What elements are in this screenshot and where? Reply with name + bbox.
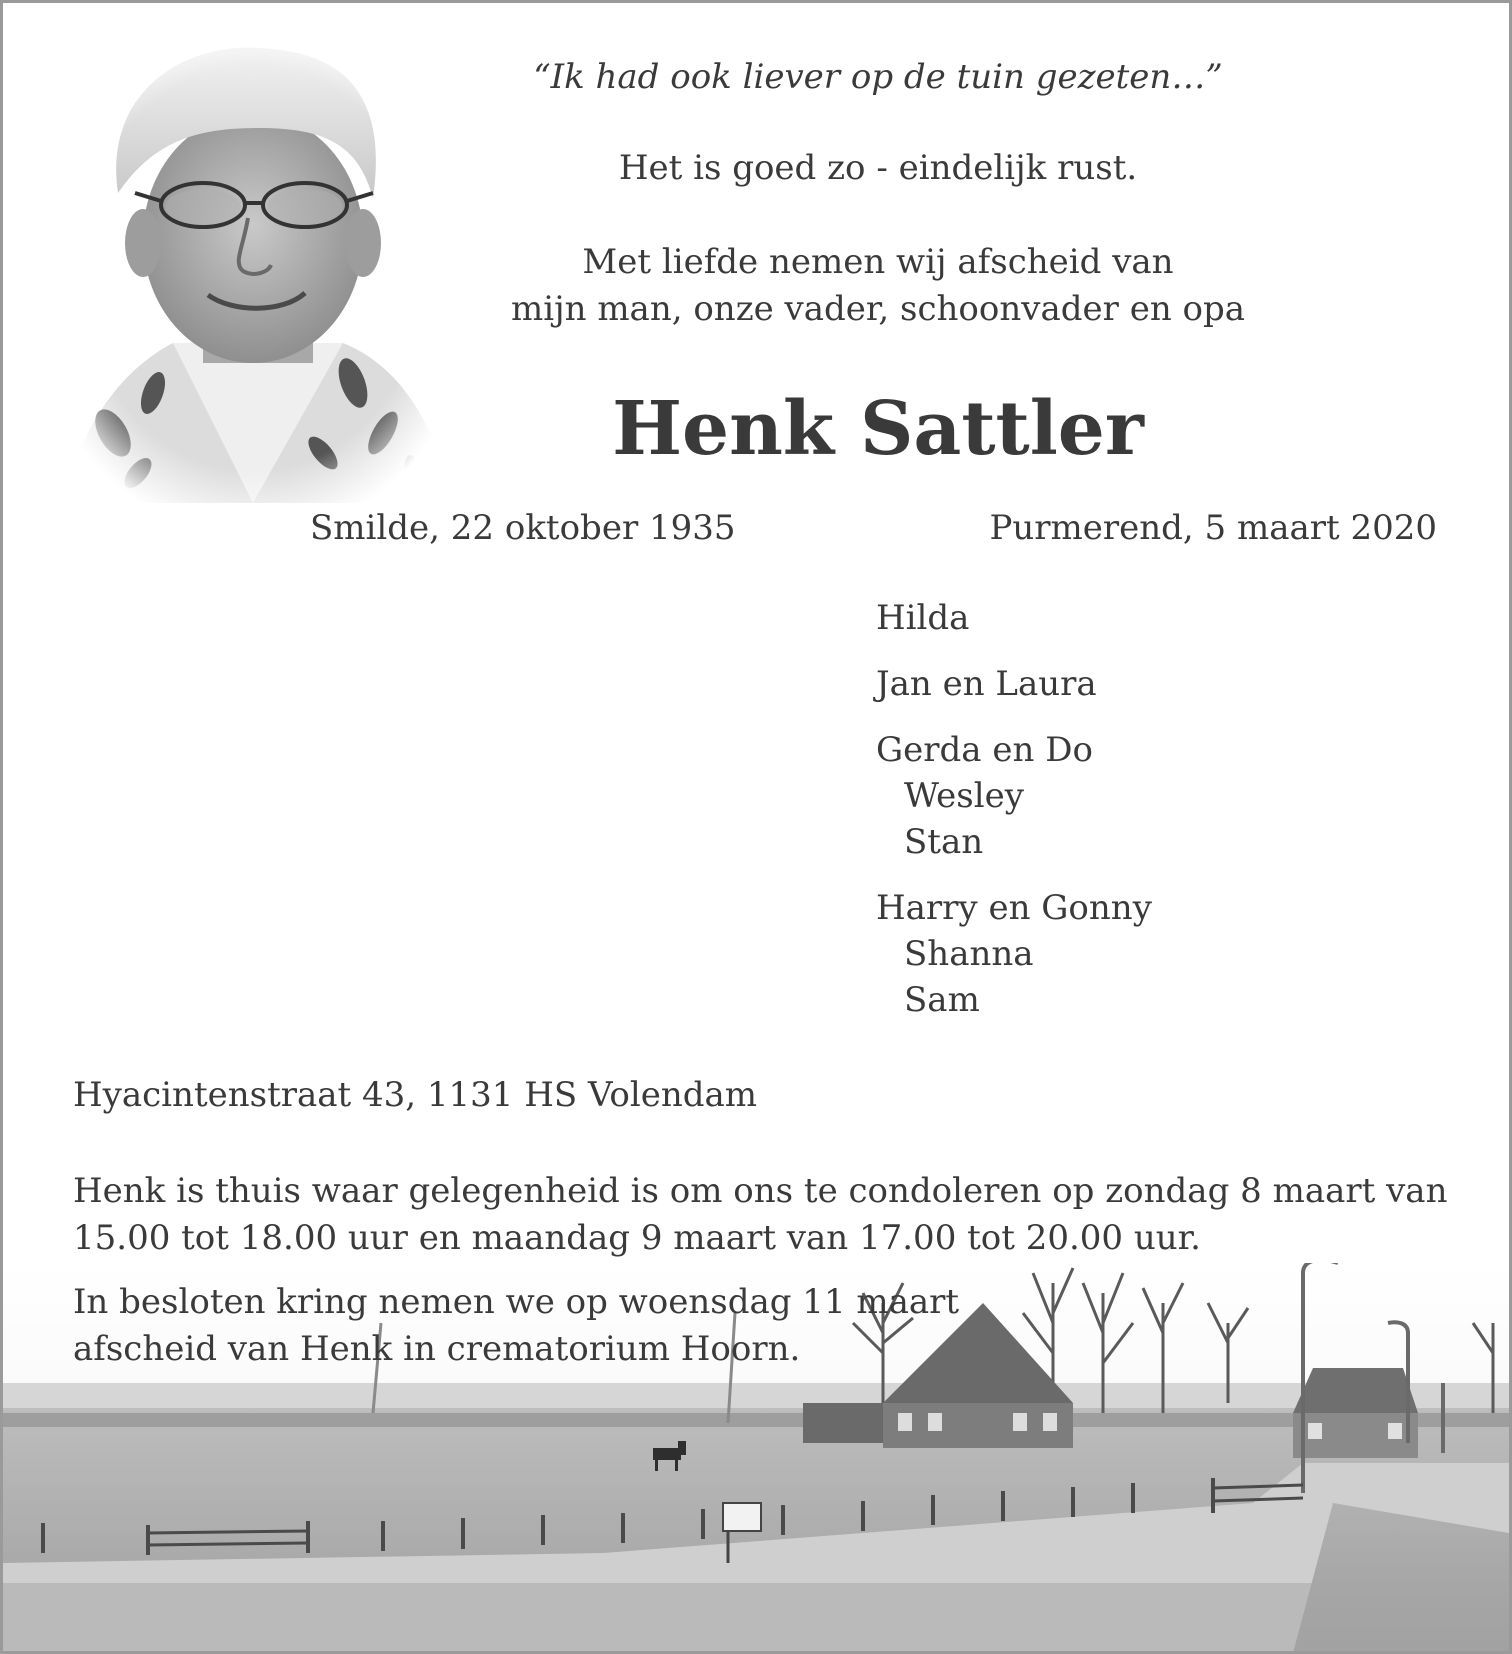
farewell-line-1: Met liefde nemen wij afscheid van [582, 242, 1174, 282]
ceremony-info: In besloten kring nemen we op woensdag 11 maart afscheid van Henk in crematorium Hoorn. [73, 1282, 960, 1369]
home-address: Hyacintenstraat 43, 1131 HS Volendam [73, 1075, 758, 1115]
relative-name: Gerda en Do [876, 730, 1093, 770]
relative-name: Harry en Gonny [876, 888, 1152, 928]
relative-group [876, 595, 1152, 641]
relative-group [876, 727, 1152, 865]
grandchild-name: Sam [904, 980, 980, 1020]
opening-quote: “Ik had ook liever op de tuin gezeten…” [533, 57, 1223, 97]
relative-name: Hilda [876, 598, 970, 638]
condolence-info: Henk is thuis waar gelegenheid is om ons te condoleren op zondag 8 maart van 15.00 tot 18.00 uur en maandag 9 maart van 17.00 tot 20.00 uur. [73, 1171, 1448, 1258]
portrait-photo [43, 33, 463, 523]
relative-group [876, 885, 1152, 1023]
relative-name: Jan en Laura [876, 664, 1097, 704]
farewell-text [503, 239, 1253, 333]
relatives-list [876, 595, 1152, 1043]
death-place-date: Purmerend, 5 maart 2020 [989, 508, 1437, 548]
relative-group [876, 661, 1152, 707]
rest-line: Het is goed zo - eindelijk rust. [618, 148, 1138, 188]
grandchild-name: Wesley [904, 776, 1024, 816]
grandchild-name: Shanna [904, 934, 1034, 974]
deceased-name: Henk Sattler [612, 386, 1144, 472]
grandchild-name: Stan [904, 822, 984, 862]
birth-place-date: Smilde, 22 oktober 1935 [310, 508, 736, 548]
farewell-line-2: mijn man, onze vader, schoonvader en opa [510, 289, 1246, 329]
